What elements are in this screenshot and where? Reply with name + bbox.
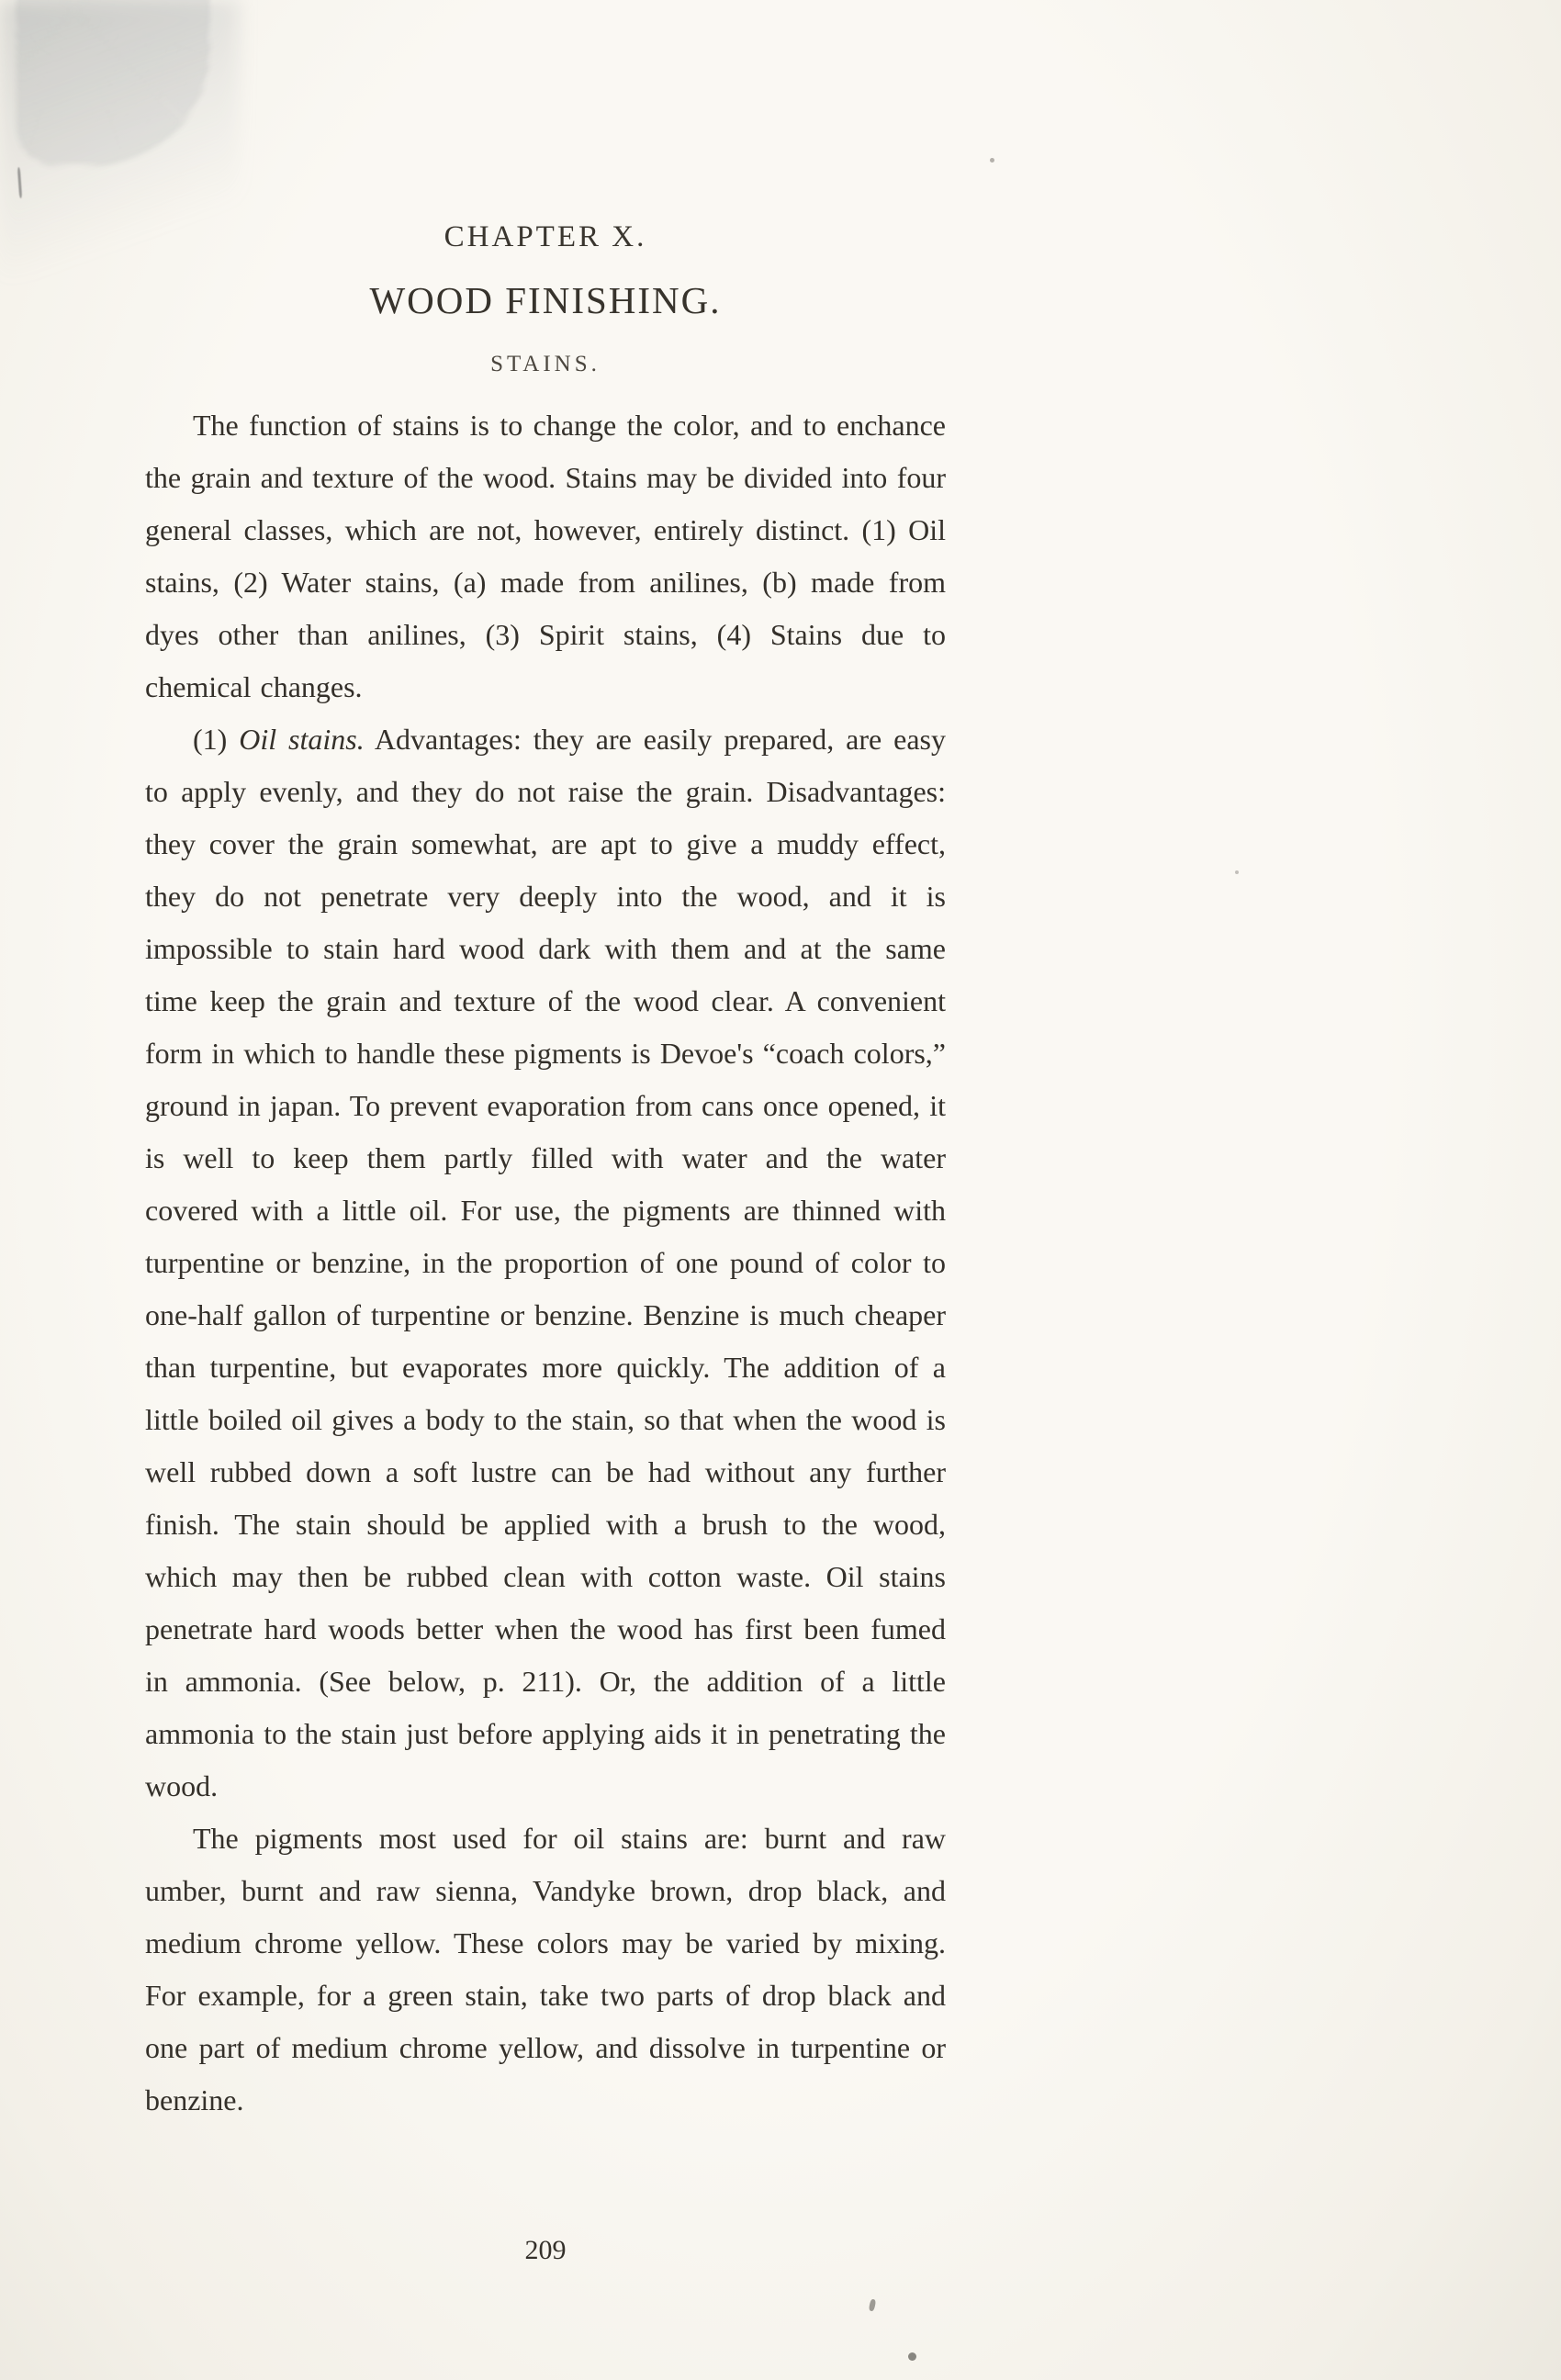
- text-block: [145, 220, 946, 2127]
- paragraph-2-text: Advantages: they are easily prepared, are easy to apply evenly, and they do not raise the grain. Disadvantages: they cover the grain somewhat, are apt to give a muddy effect, they do not penetrate very deeply into the wood, and it is impossible to stain hard wood dark with them and at the same time keep the grain and texture of the wood clear. A convenient form in which to handle these pigments is Devoe's “coach colors,” ground in japan. To prevent evaporation from cans once opened, it is well to keep them partly filled with water and the water covered with a little oil. For use, the pigments are thinned with turpentine or benzine, in the proportion of one pound of color to one-half gallon of turpentine or benzine. Benzine is much cheaper than turpentine, but evaporates more quickly. The addition of a little boiled oil gives a body to the stain, so that when the wood is well rubbed down a soft lustre can be had without any further finish. The stain should be applied with a brush to the wood, which may then be rubbed clean with cotton waste. Oil stains penetrate hard woods better when the wood has first been fumed in ammonia. (See below, p. 211). Or, the addition of a little ammonia to the stain just before applying aids it in penetrating the wood.: [145, 723, 947, 1802]
- scan-speck: [869, 2299, 877, 2312]
- body-paragraph-1: The function of stains is to change the color, and to enchance the grain and texture of the wood. Stains may be divided into four general classes, which are not, however, entirely distinct. (1) Oil stains, (2) Water stains, (a) made from anilines, (b) made from dyes other than anilines, (3) Spirit stains, (4) Stains due to chemical changes.: [145, 409, 946, 703]
- scan-speck: [908, 2352, 916, 2361]
- section-heading: STAINS.: [490, 352, 601, 376]
- page-title: WOOD FINISHING.: [369, 279, 722, 321]
- body-paragraph-3: The pigments most used for oil stains are: burnt and raw umber, burnt and raw sienna, Vandyke brown, drop black, and medium chrome yellow. These colors may be varied by mixing. For example, for a green stain, take two parts of drop black and one part of medium chrome yellow, and dissolve in turpentine or benzine.: [145, 1822, 946, 2116]
- paragraph-2-italic-lead: Oil stains.: [239, 723, 365, 756]
- body-paragraph-2: [145, 713, 946, 1813]
- scan-speck: [1235, 870, 1239, 874]
- page-number: 209: [524, 2235, 567, 2265]
- scan-speck: [990, 158, 994, 163]
- chapter-heading: CHAPTER X.: [444, 220, 647, 253]
- paragraph-2-prefix: (1): [193, 723, 240, 756]
